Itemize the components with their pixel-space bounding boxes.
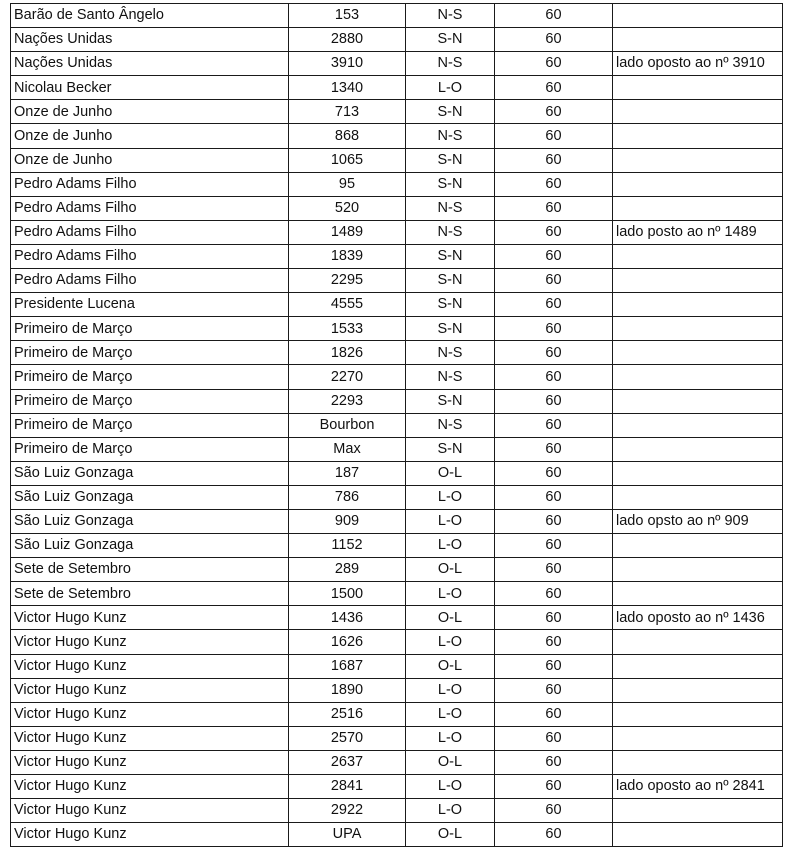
street-cell: Pedro Adams Filho — [11, 172, 289, 196]
number-cell: 289 — [289, 558, 406, 582]
number-cell: 3910 — [289, 52, 406, 76]
table-row — [11, 606, 783, 630]
table-row — [11, 558, 783, 582]
speed-cell: 60 — [495, 148, 613, 172]
direction-cell: S-N — [406, 100, 495, 124]
speed-cell: 60 — [495, 4, 613, 28]
number-cell: 1826 — [289, 341, 406, 365]
street-cell: Victor Hugo Kunz — [11, 775, 289, 799]
street-cell: Victor Hugo Kunz — [11, 799, 289, 823]
direction-cell: N-S — [406, 52, 495, 76]
number-cell: 187 — [289, 461, 406, 485]
direction-cell: L-O — [406, 509, 495, 533]
table-body — [11, 4, 783, 847]
street-cell: São Luiz Gonzaga — [11, 461, 289, 485]
note-cell — [613, 485, 783, 509]
speed-cell: 60 — [495, 365, 613, 389]
number-cell: 2570 — [289, 726, 406, 750]
note-cell — [613, 702, 783, 726]
street-cell: Pedro Adams Filho — [11, 196, 289, 220]
speed-cell: 60 — [495, 509, 613, 533]
direction-cell: S-N — [406, 28, 495, 52]
note-cell — [613, 4, 783, 28]
number-cell: 2880 — [289, 28, 406, 52]
direction-cell: N-S — [406, 196, 495, 220]
direction-cell: L-O — [406, 702, 495, 726]
table-row — [11, 172, 783, 196]
speed-cell: 60 — [495, 750, 613, 774]
street-cell: Victor Hugo Kunz — [11, 750, 289, 774]
speed-cell: 60 — [495, 654, 613, 678]
table-row — [11, 534, 783, 558]
number-cell: 2922 — [289, 799, 406, 823]
direction-cell: S-N — [406, 389, 495, 413]
note-cell — [613, 678, 783, 702]
direction-cell: N-S — [406, 365, 495, 389]
speed-cell: 60 — [495, 317, 613, 341]
note-cell — [613, 750, 783, 774]
speed-cell: 60 — [495, 293, 613, 317]
table-row — [11, 437, 783, 461]
speed-cell: 60 — [495, 76, 613, 100]
table-row — [11, 4, 783, 28]
number-cell: 1626 — [289, 630, 406, 654]
number-cell: 2270 — [289, 365, 406, 389]
note-cell: lado oposto ao nº 3910 — [613, 52, 783, 76]
street-cell: Sete de Setembro — [11, 558, 289, 582]
direction-cell: N-S — [406, 341, 495, 365]
speed-cell: 60 — [495, 52, 613, 76]
street-cell: Primeiro de Março — [11, 365, 289, 389]
direction-cell: N-S — [406, 413, 495, 437]
note-cell — [613, 726, 783, 750]
number-cell: 2293 — [289, 389, 406, 413]
note-cell — [613, 823, 783, 847]
direction-cell: L-O — [406, 726, 495, 750]
number-cell: UPA — [289, 823, 406, 847]
note-cell — [613, 76, 783, 100]
street-cell: Primeiro de Março — [11, 389, 289, 413]
speed-cell: 60 — [495, 630, 613, 654]
number-cell: 1340 — [289, 76, 406, 100]
speed-cell: 60 — [495, 413, 613, 437]
speed-cell: 60 — [495, 124, 613, 148]
note-cell — [613, 269, 783, 293]
direction-cell: O-L — [406, 558, 495, 582]
table-row — [11, 269, 783, 293]
direction-cell: N-S — [406, 220, 495, 244]
note-cell — [613, 100, 783, 124]
note-cell — [613, 196, 783, 220]
note-cell — [613, 582, 783, 606]
table-row — [11, 76, 783, 100]
table-row — [11, 365, 783, 389]
table-row — [11, 678, 783, 702]
note-cell — [613, 341, 783, 365]
number-cell: 2841 — [289, 775, 406, 799]
speed-cell: 60 — [495, 582, 613, 606]
direction-cell: S-N — [406, 269, 495, 293]
note-cell — [613, 244, 783, 268]
table-row — [11, 244, 783, 268]
table-row — [11, 220, 783, 244]
street-cell: Onze de Junho — [11, 148, 289, 172]
speed-cell: 60 — [495, 172, 613, 196]
note-cell — [613, 654, 783, 678]
street-cell: São Luiz Gonzaga — [11, 509, 289, 533]
table-row — [11, 341, 783, 365]
street-cell: São Luiz Gonzaga — [11, 485, 289, 509]
street-cell: Victor Hugo Kunz — [11, 823, 289, 847]
speed-cell: 60 — [495, 558, 613, 582]
speed-cell: 60 — [495, 196, 613, 220]
speed-cell: 60 — [495, 269, 613, 293]
speed-cell: 60 — [495, 534, 613, 558]
table-row — [11, 654, 783, 678]
direction-cell: L-O — [406, 630, 495, 654]
direction-cell: L-O — [406, 582, 495, 606]
street-cell: Onze de Junho — [11, 100, 289, 124]
table-row — [11, 293, 783, 317]
table-row — [11, 702, 783, 726]
street-cell: Victor Hugo Kunz — [11, 702, 289, 726]
note-cell — [613, 317, 783, 341]
table-row — [11, 317, 783, 341]
table-row — [11, 509, 783, 533]
direction-cell: O-L — [406, 654, 495, 678]
speed-cell: 60 — [495, 100, 613, 124]
direction-cell: O-L — [406, 823, 495, 847]
note-cell — [613, 534, 783, 558]
speed-cell: 60 — [495, 823, 613, 847]
number-cell: 1890 — [289, 678, 406, 702]
street-cell: Nicolau Becker — [11, 76, 289, 100]
note-cell — [613, 437, 783, 461]
street-cell: Nações Unidas — [11, 28, 289, 52]
table-row — [11, 799, 783, 823]
speed-cell: 60 — [495, 437, 613, 461]
table-row — [11, 823, 783, 847]
street-cell: Sete de Setembro — [11, 582, 289, 606]
table-row — [11, 389, 783, 413]
speed-cell: 60 — [495, 341, 613, 365]
speed-cell: 60 — [495, 606, 613, 630]
street-cell: Nações Unidas — [11, 52, 289, 76]
number-cell: 95 — [289, 172, 406, 196]
table-row — [11, 582, 783, 606]
note-cell: lado posto ao nº 1489 — [613, 220, 783, 244]
number-cell: Bourbon — [289, 413, 406, 437]
speed-cell: 60 — [495, 678, 613, 702]
direction-cell: S-N — [406, 293, 495, 317]
street-cell: Pedro Adams Filho — [11, 269, 289, 293]
note-cell — [613, 365, 783, 389]
note-cell — [613, 293, 783, 317]
direction-cell: N-S — [406, 4, 495, 28]
number-cell: 1839 — [289, 244, 406, 268]
speed-cell: 60 — [495, 702, 613, 726]
number-cell: Max — [289, 437, 406, 461]
number-cell: 1687 — [289, 654, 406, 678]
speed-cell: 60 — [495, 485, 613, 509]
number-cell: 2295 — [289, 269, 406, 293]
street-cell: Primeiro de Março — [11, 413, 289, 437]
street-cell: Primeiro de Março — [11, 341, 289, 365]
note-cell — [613, 630, 783, 654]
number-cell: 1533 — [289, 317, 406, 341]
speed-cell: 60 — [495, 244, 613, 268]
street-cell: Pedro Adams Filho — [11, 244, 289, 268]
direction-cell: L-O — [406, 534, 495, 558]
street-cell: São Luiz Gonzaga — [11, 534, 289, 558]
number-cell: 153 — [289, 4, 406, 28]
street-cell: Primeiro de Março — [11, 317, 289, 341]
speed-cell: 60 — [495, 461, 613, 485]
table-row — [11, 124, 783, 148]
note-cell — [613, 558, 783, 582]
street-cell: Victor Hugo Kunz — [11, 630, 289, 654]
speed-cell: 60 — [495, 799, 613, 823]
street-cell: Presidente Lucena — [11, 293, 289, 317]
speed-cell: 60 — [495, 28, 613, 52]
note-cell — [613, 461, 783, 485]
note-cell — [613, 389, 783, 413]
direction-cell: S-N — [406, 148, 495, 172]
direction-cell: L-O — [406, 485, 495, 509]
table-row — [11, 196, 783, 220]
note-cell: lado opsto ao nº 909 — [613, 509, 783, 533]
table-row — [11, 775, 783, 799]
speed-camera-table — [10, 3, 783, 847]
number-cell: 4555 — [289, 293, 406, 317]
street-cell: Barão de Santo Ângelo — [11, 4, 289, 28]
number-cell: 1152 — [289, 534, 406, 558]
note-cell — [613, 124, 783, 148]
table-row — [11, 413, 783, 437]
street-cell: Victor Hugo Kunz — [11, 654, 289, 678]
direction-cell: L-O — [406, 678, 495, 702]
street-cell: Victor Hugo Kunz — [11, 726, 289, 750]
note-cell: lado oposto ao nº 1436 — [613, 606, 783, 630]
direction-cell: S-N — [406, 244, 495, 268]
note-cell — [613, 148, 783, 172]
note-cell — [613, 28, 783, 52]
number-cell: 520 — [289, 196, 406, 220]
speed-cell: 60 — [495, 726, 613, 750]
street-cell: Victor Hugo Kunz — [11, 606, 289, 630]
street-cell: Pedro Adams Filho — [11, 220, 289, 244]
spreadsheet-page — [10, 3, 783, 847]
number-cell: 2637 — [289, 750, 406, 774]
speed-cell: 60 — [495, 220, 613, 244]
direction-cell: S-N — [406, 172, 495, 196]
street-cell: Primeiro de Março — [11, 437, 289, 461]
table-row — [11, 28, 783, 52]
direction-cell: S-N — [406, 437, 495, 461]
table-row — [11, 630, 783, 654]
direction-cell: N-S — [406, 124, 495, 148]
number-cell: 1489 — [289, 220, 406, 244]
number-cell: 868 — [289, 124, 406, 148]
number-cell: 1436 — [289, 606, 406, 630]
note-cell — [613, 799, 783, 823]
street-cell: Victor Hugo Kunz — [11, 678, 289, 702]
direction-cell: L-O — [406, 799, 495, 823]
table-row — [11, 100, 783, 124]
table-row — [11, 750, 783, 774]
number-cell: 2516 — [289, 702, 406, 726]
direction-cell: O-L — [406, 606, 495, 630]
table-row — [11, 148, 783, 172]
table-row — [11, 461, 783, 485]
speed-cell: 60 — [495, 389, 613, 413]
table-row — [11, 485, 783, 509]
direction-cell: O-L — [406, 461, 495, 485]
direction-cell: L-O — [406, 775, 495, 799]
number-cell: 1065 — [289, 148, 406, 172]
table-row — [11, 52, 783, 76]
street-cell: Onze de Junho — [11, 124, 289, 148]
table-row — [11, 726, 783, 750]
speed-cell: 60 — [495, 775, 613, 799]
number-cell: 713 — [289, 100, 406, 124]
note-cell — [613, 172, 783, 196]
direction-cell: L-O — [406, 76, 495, 100]
direction-cell: S-N — [406, 317, 495, 341]
direction-cell: O-L — [406, 750, 495, 774]
note-cell — [613, 413, 783, 437]
note-cell: lado oposto ao nº 2841 — [613, 775, 783, 799]
number-cell: 1500 — [289, 582, 406, 606]
number-cell: 909 — [289, 509, 406, 533]
number-cell: 786 — [289, 485, 406, 509]
